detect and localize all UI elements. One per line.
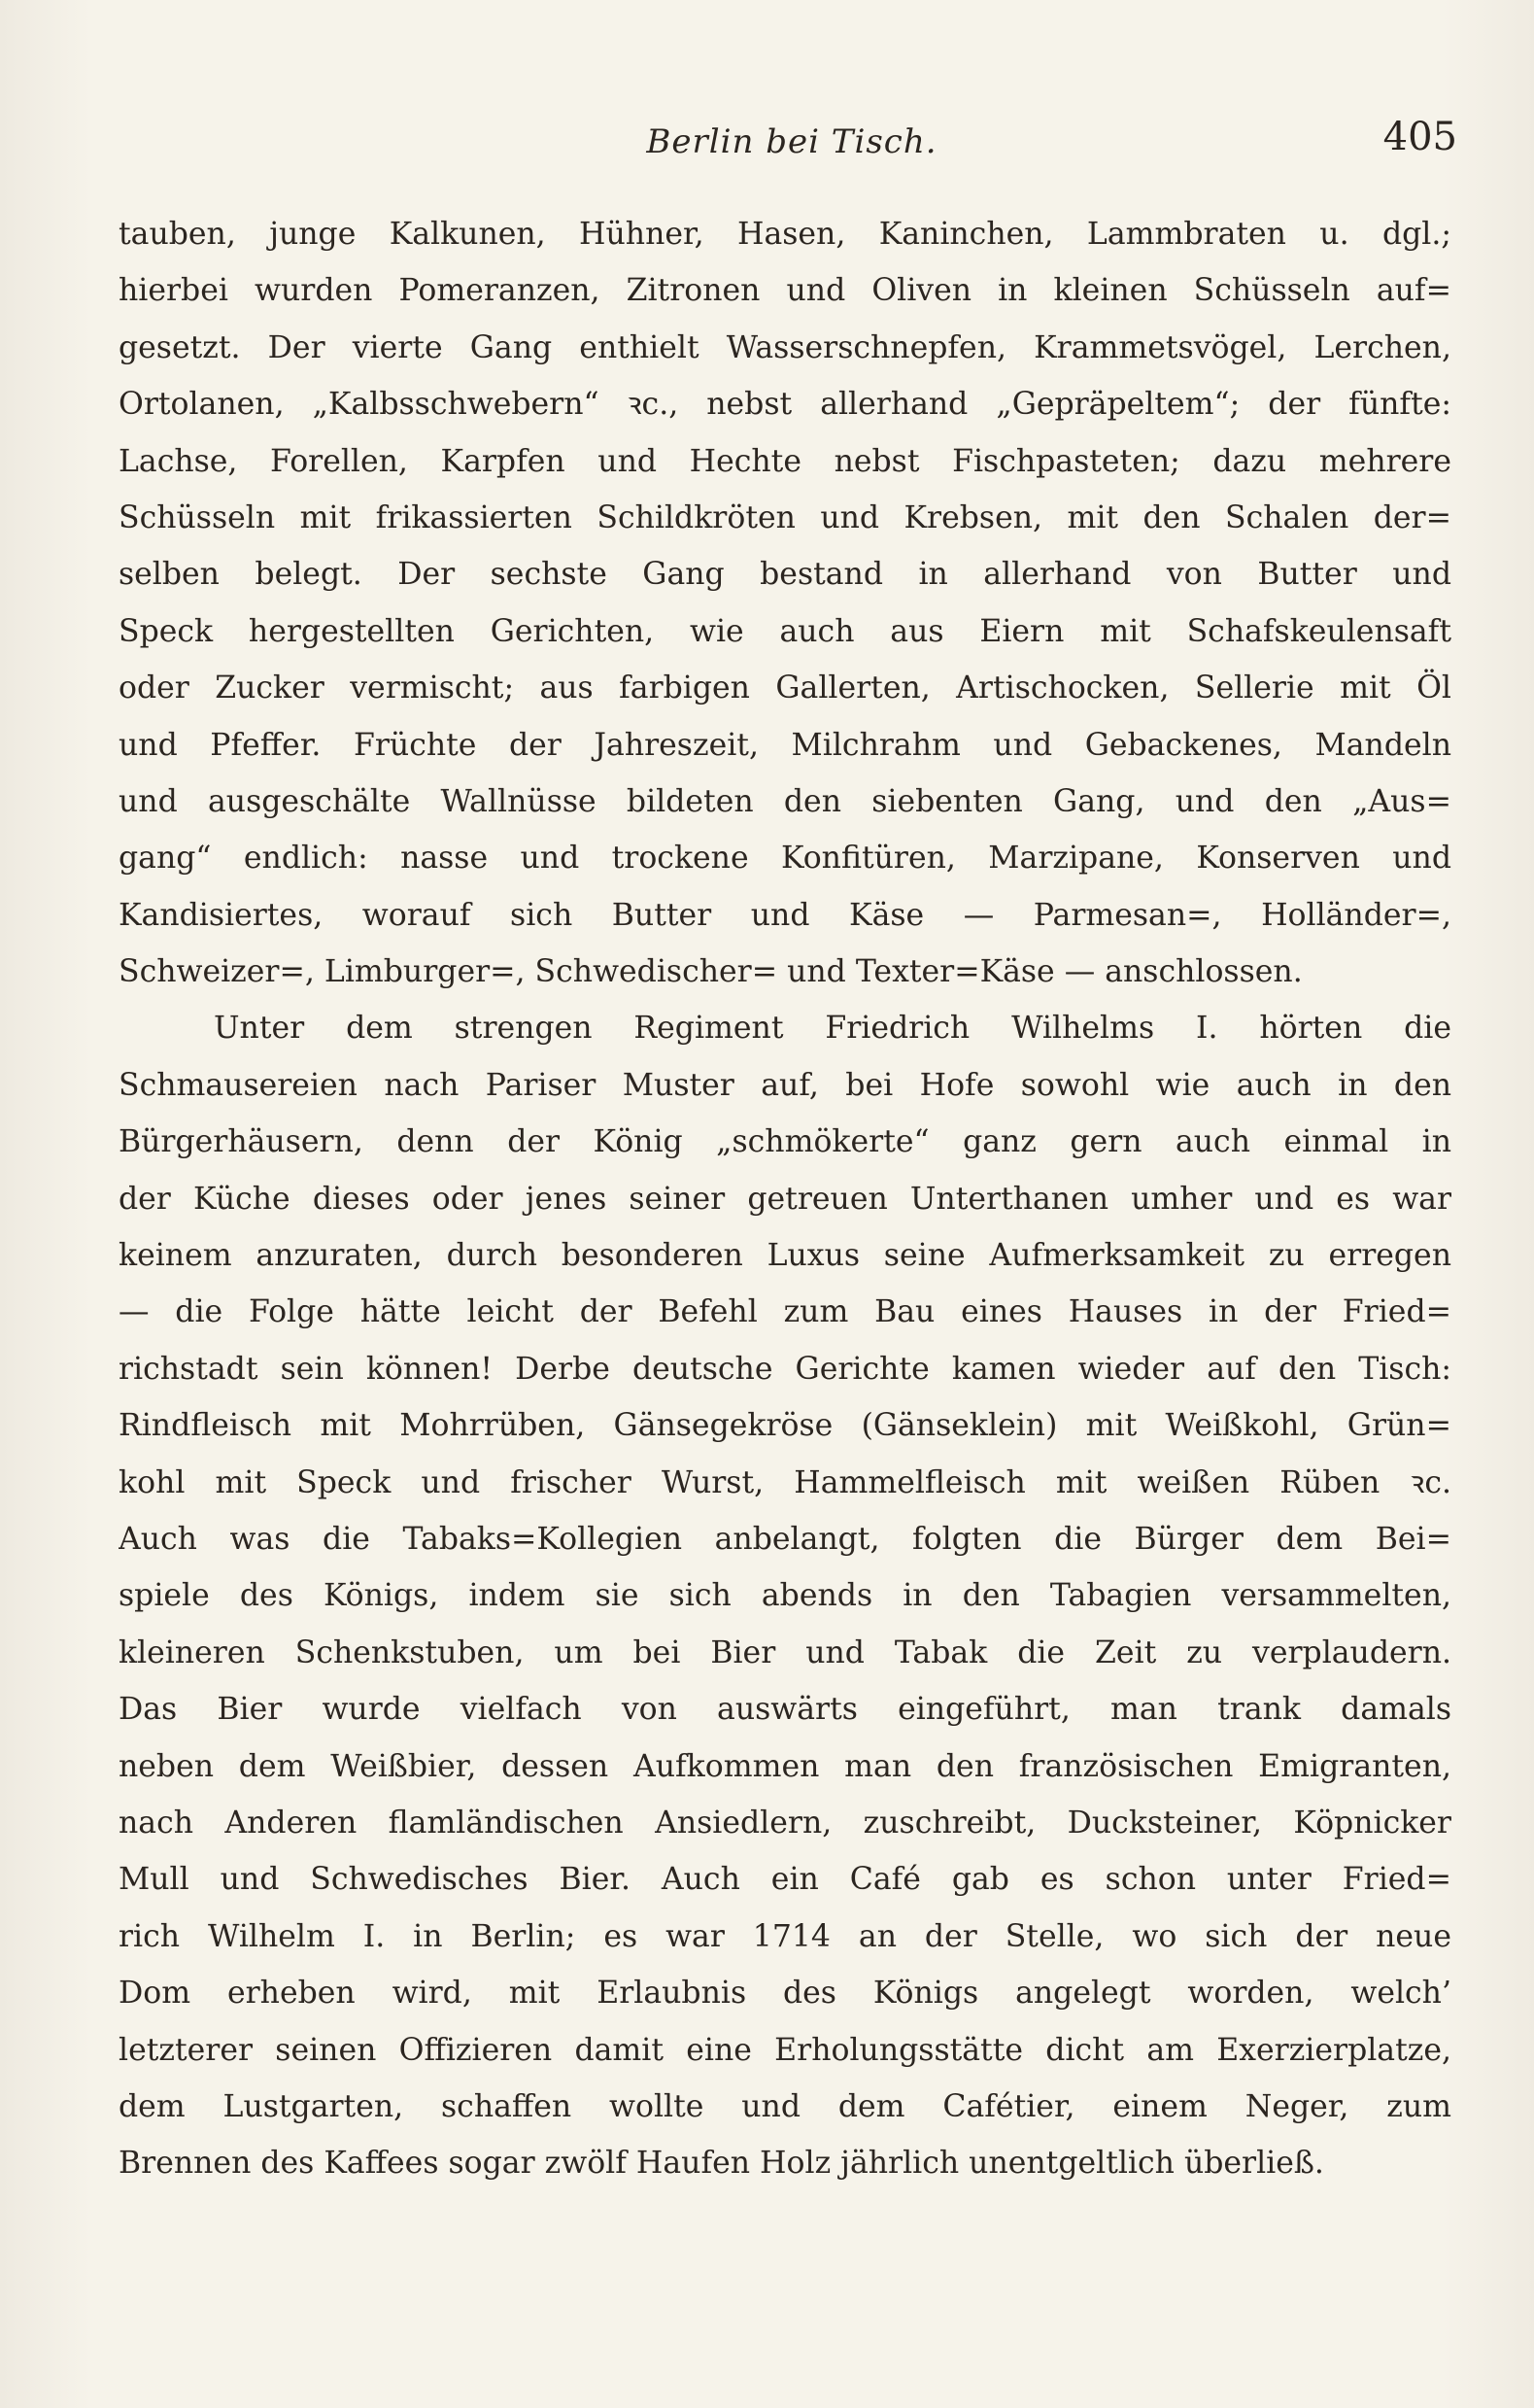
text-line: Bürgerhäusern, denn der König „schmökerte“ ganz gern auch einmal in	[119, 1124, 1451, 1160]
text-line: Schüsseln mit frikassierten Schildkröten und Krebsen, mit den Schalen der=	[119, 499, 1451, 535]
text-line: der Küche dieses oder jenes seiner getreuen Unterthanen umher und es war	[119, 1181, 1451, 1217]
text-line: Mull und Schwedisches Bier. Auch ein Café gab es schon unter Fried=	[119, 1862, 1451, 1898]
text-line: selben belegt. Der sechste Gang bestand in allerhand von Butter und	[119, 557, 1451, 593]
running-title: Berlin bei Tisch.	[646, 122, 937, 161]
page-number: 405	[1382, 115, 1457, 159]
text-line: Dom erheben wird, mit Erlaubnis des Königs angelegt worden, welch’	[119, 1976, 1451, 2012]
text-line: richstadt sein können! Derbe deutsche Gerichte kamen wieder auf den Tisch:	[119, 1351, 1451, 1387]
text-line: Auch was die Tabaks=Kollegien anbelangt, folgten die Bürger dem Bei=	[119, 1521, 1451, 1557]
text-line: tauben, junge Kalkunen, Hühner, Hasen, Kaninchen, Lammbraten u. dgl.;	[119, 217, 1451, 252]
body-text	[119, 206, 1451, 2192]
text-line: Schmausereien nach Pariser Muster auf, bei Hofe sowohl wie auch in den	[119, 1067, 1451, 1103]
text-line-paragraph-end: Schweizer=, Limburger=, Schwedischer= und Texter=Käse — anschlossen.	[119, 954, 1303, 990]
text-line: Speck hergestellten Gerichten, wie auch aus Eiern mit Schafskeulensaft	[119, 613, 1451, 649]
text-line: letzterer seinen Offizieren damit eine Erholungsstätte dicht am Exerzierplatze,	[119, 2032, 1451, 2068]
text-line: nach Anderen flamländischen Ansiedlern, zuschreibt, Ducksteiner, Köpnicker	[119, 1805, 1451, 1840]
text-line-paragraph-end: Brennen des Kaffees sogar zwölf Haufen Holz jährlich unentgeltlich überließ.	[119, 2146, 1324, 2182]
text-line: gesetzt. Der vierte Gang enthielt Wasserschnepfen, Krammetsvögel, Lerchen,	[119, 329, 1451, 365]
text-line: kleineren Schenkstuben, um bei Bier und Tabak die Zeit zu verplaudern.	[119, 1634, 1451, 1670]
text-line: Lachse, Forellen, Karpfen und Hechte nebst Fischpasteten; dazu mehrere	[119, 443, 1451, 479]
text-line: dem Lustgarten, schaffen wollte und dem Cafétier, einem Neger, zum	[119, 2088, 1451, 2124]
text-line: kohl mit Speck und frischer Wurst, Hammelfleisch mit weißen Rüben ꝛc.	[119, 1464, 1451, 1500]
text-line: und Pfeffer. Früchte der Jahreszeit, Milchrahm und Gebackenes, Mandeln	[119, 727, 1451, 763]
text-line: Ortolanen, „Kalbsschwebern“ ꝛc., nebst allerhand „Gepräpeltem“; der fünfte:	[119, 387, 1451, 423]
text-line: keinem anzuraten, durch besonderen Luxus seine Aufmerksamkeit zu erregen	[119, 1238, 1451, 1274]
text-line: und ausgeschälte Wallnüsse bildeten den siebenten Gang, und den „Aus=	[119, 783, 1451, 819]
text-line: spiele des Königs, indem sie sich abends in den Tabagien versammelten,	[119, 1578, 1451, 1614]
text-line: gang“ endlich: nasse und trockene Konfitüren, Marzipane, Konserven und	[119, 841, 1451, 877]
text-line: — die Folge hätte leicht der Befehl zum Bau eines Hauses in der Fried=	[119, 1294, 1451, 1330]
text-line: Kandisiertes, worauf sich Butter und Käse — Parmesan=, Holländer=,	[119, 897, 1451, 933]
text-line-paragraph-start: Unter dem strengen Regiment Friedrich Wilhelms I. hörten die	[214, 1011, 1451, 1047]
text-line: Rindfleisch mit Mohrrüben, Gänsegekröse (Gänseklein) mit Weißkohl, Grün=	[119, 1408, 1451, 1444]
text-line: hierbei wurden Pomeranzen, Zitronen und Oliven in kleinen Schüsseln auf=	[119, 273, 1451, 309]
text-line: Das Bier wurde vielfach von auswärts eingeführt, man trank damals	[119, 1692, 1451, 1728]
text-line: oder Zucker vermischt; aus farbigen Gallerten, Artischocken, Sellerie mit Öl	[119, 671, 1451, 706]
text-line: neben dem Weißbier, dessen Aufkommen man den französischen Emigranten,	[119, 1748, 1451, 1784]
text-line: rich Wilhelm I. in Berlin; es war 1714 an der Stelle, wo sich der neue	[119, 1918, 1451, 1954]
running-head	[126, 115, 1457, 173]
